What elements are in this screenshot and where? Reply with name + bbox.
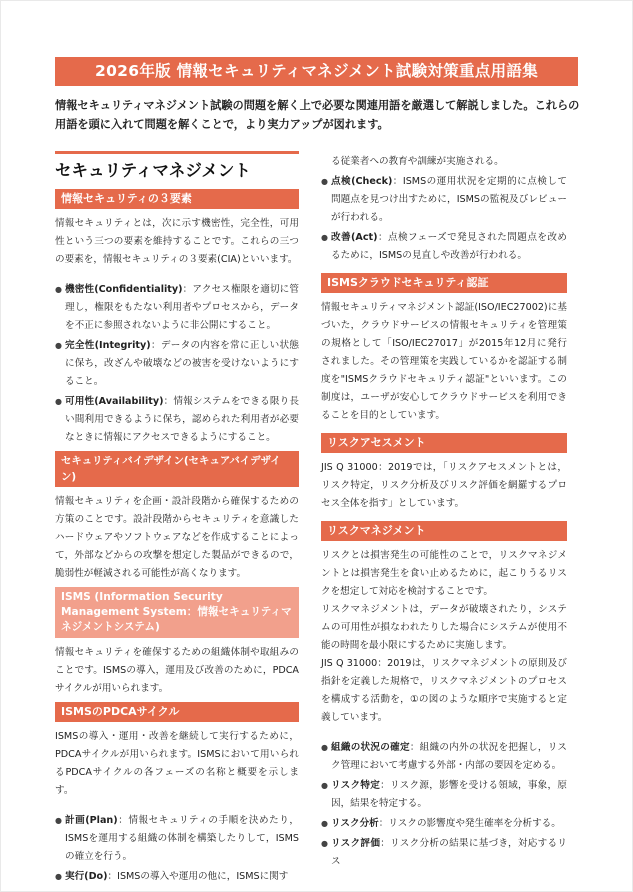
paragraph-risk-assessment: JIS Q 31000：2019では，「リスクアセスメントとは，リスク特定，リスク分析及びリスク評価を網羅するプロセス全体を指す」としています。 (321, 462, 567, 509)
right-column (321, 153, 567, 873)
list-item: ● 点検(Check)：ISMSの運用状況を定期的に点検して問題点を見つけ出すために，ISMSの監視及びレビューが行われる。 (321, 173, 567, 227)
paragraph-cia: 情報セキュリティとは，次に示す機密性，完全性，可用性という三つの要素を維持することです。これらの三つの要素を，情報セキュリティの３要素(CIA)といいます。 (55, 218, 299, 265)
paragraph-risk-management-2: リスクマネジメントは，データが破壊されたり，システムの可用性が損なわれたりした場合にシステムが使用不能の時間を最小限にするために実施します。 (321, 604, 567, 651)
page (1, 1, 632, 891)
left-column (55, 151, 299, 888)
paragraph-isms-pdca: ISMSの導入・運用・改善を継続して実行するために，PDCAサイクルが用いられます。ISMSにおいて用いられるPDCAサイクルの各フェーズの名称と概要を示します。 (55, 731, 299, 796)
paragraph-security-by-design: 情報セキュリティを企画・設計段階から確保するための方策のことです。設計段階からセキュリティを意識したハードウェアやソフトウェアなどを作成することによって，外部などからの攻撃を想定した製品ができるので，脆弱性が軽減される可能性が高くなります。 (55, 496, 299, 579)
list-item: ● 完全性(Integrity)：データの内容を常に正しい状態に保ち，改ざんや破壊などの被害を受けないようにすること。 (55, 337, 299, 391)
paragraph-isms: 情報セキュリティを確保するための組織体制や取組みのことです。ISMSの導入，運用及び改善のために，PDCAサイクルが用いられます。 (55, 647, 299, 694)
section-title: セキュリティマネジメント (55, 151, 299, 185)
paragraph-risk-management-3: JIS Q 31000：2019は，リスクマネジメントの原則及び指針を定義した規格で，リスクマネジメントのプロセスを構成する活動を，①の図のような順序で実施すると定義しています。 (321, 658, 567, 723)
pdca-list (55, 812, 299, 886)
list-item: ● 機密性(Confidentiality)：アクセス権限を適切に管理し，権限をもたない利用者やプロセスから，データを不正に参照されないように非公開にすること。 (55, 281, 299, 335)
page-title-banner: 2026年版 情報セキュリティマネジメント試験対策重点用語集 (55, 57, 578, 86)
list-item: ● 実行(Do)：ISMSの導入や運用の他に，ISMSに関す (55, 868, 299, 886)
heading-isms-cloud: ISMSクラウドセキュリティ認証 (321, 273, 567, 293)
list-item: ● 改善(Act)：点検フェーズで発見された問題点を改めるために，ISMSの見直しや改善が行われる。 (321, 229, 567, 265)
intro-text: 情報セキュリティマネジメント試験の問題を解く上で必要な関連用語を厳選して解説しました。これらの用語を頭に入れて問題を解くことで，より実力アップが図れます。 (55, 99, 580, 131)
heading-isms: ISMS (Information Security Management System：情報セキュリティマネジメントシステム) (55, 587, 299, 638)
heading-cia: 情報セキュリティの３要素 (55, 189, 299, 209)
pdca-list-continued (321, 153, 567, 265)
list-item-continued: る従業者への教育や訓練が実施される。 (331, 156, 504, 167)
list-item: ● リスク評価：リスク分析の結果に基づき，対応するリス (321, 835, 567, 871)
list-item: ● 計画(Plan)：情報セキュリティの手順を決めたり，ISMSを運用する組織の体制を構築したりして，ISMSの確立を行う。 (55, 812, 299, 866)
list-item: ● リスク特定：リスク源，影響を受ける領域，事象，原因，結果を特定する。 (321, 777, 567, 813)
risk-process-list (321, 739, 567, 871)
heading-isms-pdca: ISMSのPDCAサイクル (55, 702, 299, 722)
list-item: ● 組織の状況の確定：組織の内外の状況を把握し，リスク管理において考慮する外部・内部の要因を定める。 (321, 739, 567, 775)
paragraph-risk-management-1: リスクとは損害発生の可能性のことで，リスクマネジメントとは損害発生を食い止めるために，起こりうるリスクを想定して対応を検討することです。 (321, 550, 567, 597)
list-item: ● リスク分析：リスクの影響度や発生確率を分析する。 (321, 815, 567, 833)
paragraph-isms-cloud: 情報セキュリティマネジメント認証(ISO/IEC27002)に基づいた，クラウドサービスの情報セキュリティを管理策の規格として「ISO/IEC27017」が2015年12月に発行されました。その管理策を実践しているかを認証する制度を"ISMSクラウドセキュリティ認証"といいます。この制度は，ユーザが安心してクラウドサービスを利用できることを目的としています。 (321, 302, 567, 421)
heading-security-by-design: セキュリティバイデザイン(セキュアバイデザイン) (55, 451, 299, 487)
heading-risk-management: リスクマネジメント (321, 521, 567, 541)
cia-list (55, 281, 299, 447)
list-item: ● 可用性(Availability)：情報システムをできる限り長い間利用できるように保ち，認められた利用者が必要なときに情報にアクセスできるようにすること。 (55, 393, 299, 447)
heading-risk-assessment: リスクアセスメント (321, 433, 567, 453)
